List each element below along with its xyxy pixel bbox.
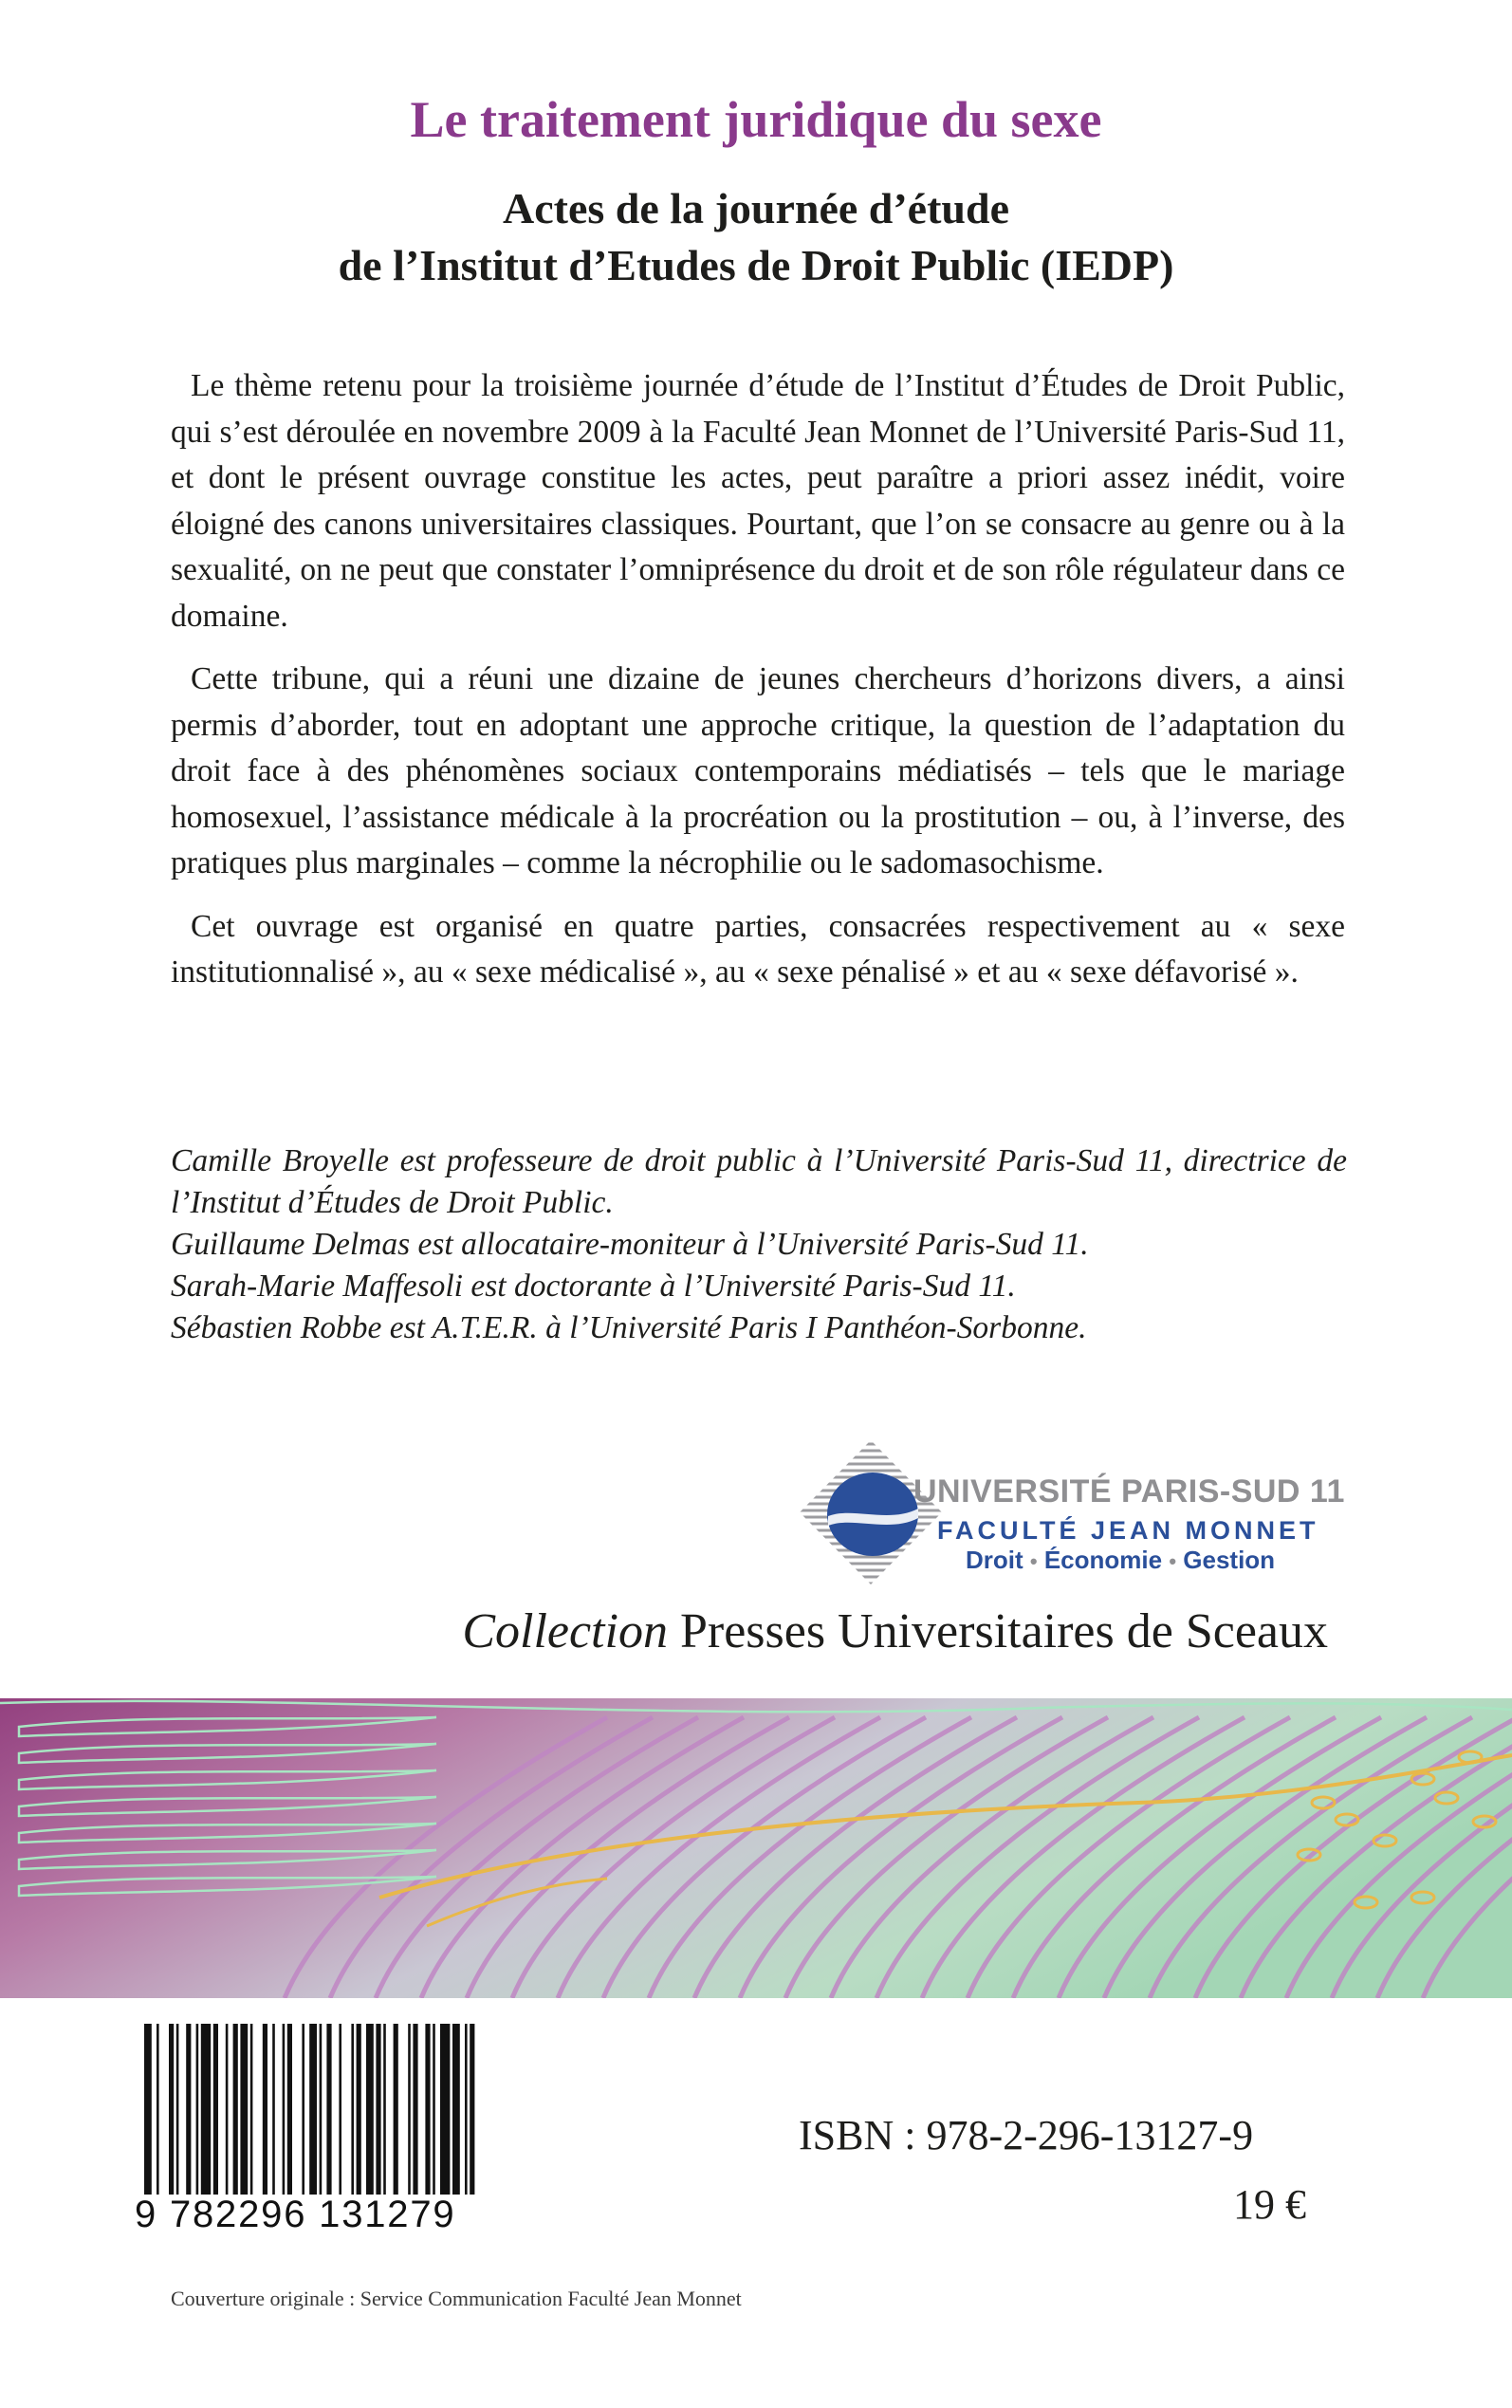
barcode-bar (408, 2024, 411, 2195)
barcode-bar (272, 2024, 275, 2195)
barcode-bar (339, 2024, 341, 2195)
blurb-text (171, 363, 1345, 1013)
barcode (133, 2018, 526, 2201)
barcode-bar (326, 2024, 331, 2195)
isbn-number: ISBN : 978-2-296-13127-9 (799, 2112, 1254, 2158)
barcode-bar (196, 2024, 199, 2195)
barcode-bar (351, 2024, 354, 2195)
barcode-bar (240, 2024, 248, 2195)
barcode-bar (144, 2024, 152, 2195)
author-robbe: Sébastien Robbe est A.T.E.R. à l’Université Paris I Panthéon-Sorbonne. (171, 1310, 1087, 1345)
university-emblem-icon (776, 1440, 966, 1584)
barcode-bar (226, 2024, 229, 2195)
barcode-bar (413, 2024, 417, 2195)
field-separator: • (1029, 1549, 1038, 1573)
barcode-digits: 9 782296 131279 (135, 2194, 456, 2235)
barcode-bar (383, 2024, 386, 2195)
decorative-artwork (0, 1698, 1512, 1998)
barcode-bar (320, 2024, 323, 2195)
barcode-bar (433, 2024, 435, 2195)
collection-label: Collection (462, 1604, 668, 1658)
barcode-bar (366, 2024, 374, 2195)
barcode-bar (394, 2024, 398, 2195)
collection-name: Presses Universitaires de Sceaux (667, 1604, 1328, 1658)
cover-credit: Couverture originale : Service Communication Faculté Jean Monnet (171, 2287, 742, 2310)
field-gestion: Gestion (1183, 1546, 1276, 1574)
book-title: Le traitement juridique du sexe (410, 91, 1102, 148)
barcode-bar (283, 2024, 286, 2195)
barcode-bar (357, 2024, 361, 2195)
field-economie: Économie (1043, 1546, 1163, 1574)
book-subtitle (0, 180, 1512, 294)
author-delmas: Guillaume Delmas est allocataire-moniteur à l’Université Paris-Sud 11. (171, 1227, 1089, 1262)
faculty-name: FACULTÉ JEAN MONNET (937, 1516, 1319, 1545)
barcode-bar (176, 2024, 179, 2195)
authors-list (171, 1140, 1347, 1349)
barcode-bar (302, 2024, 304, 2195)
barcode-bar (233, 2024, 238, 2195)
barcode-bar (186, 2024, 191, 2195)
barcode-bar (169, 2024, 174, 2195)
artwork-background (0, 1698, 1512, 1998)
barcode-bar (376, 2024, 380, 2195)
barcode-bar (425, 2024, 430, 2195)
price: 19 € (1233, 2181, 1306, 2228)
blurb-paragraph-3: Cet ouvrage est organisé en quatre parties, consacrées respectivement au « sexe institutionnalisé », au « sexe médicalisé », au « sexe pénalisé » et au « sexe défavorisé ». (171, 908, 1345, 990)
barcode-bar (213, 2024, 218, 2195)
author-broyelle: Camille Broyelle est professeure de droit public à l’Université Paris-Sud 11, directrice de l’Institut d’Études de Droit Public. (171, 1143, 1347, 1220)
subtitle-line-2: de l’Institut d’Etudes de Droit Public (IEDP) (338, 241, 1174, 289)
barcode-bar (465, 2024, 468, 2195)
barcode-bar (201, 2024, 211, 2195)
field-droit: Droit (966, 1546, 1023, 1574)
faculty-fields (966, 1546, 1275, 1575)
blurb-paragraph-1: Le thème retenu pour la troisième journée d’étude de l’Institut d’Études de Droit Public, qui s’est déroulée en novembre 2009 à la Faculté Jean Monnet de l’Université Paris-Sud 11, et dont le présent ouvrage constitue les actes, peut paraître a priori assez inédit, voire éloigné des canons universitaires classiques. Pourtant, que l’on se consacre au genre ou à la sexualité, on ne peut que constater l’omniprésence du droit et de son rôle régulateur dans ce domaine. (171, 368, 1345, 634)
barcode-bar (309, 2024, 317, 2195)
barcode-bar (287, 2024, 292, 2195)
subtitle-line-1: Actes de la journée d’étude (502, 184, 1009, 232)
barcode-bar (250, 2024, 253, 2195)
barcode-bar (263, 2024, 267, 2195)
university-name: UNIVERSITÉ PARIS-SUD 11 (913, 1473, 1345, 1510)
field-separator: • (1169, 1549, 1177, 1573)
blurb-paragraph-2: Cette tribune, qui a réuni une dizaine de jeunes chercheurs d’horizons divers, a ainsi permis d’aborder, tout en adoptant une approche critique, la question de l’adaptation du droit face à des phénomènes sociaux contemporains médiatisés – tels que le mariage homosexuel, l’assistance médicale à la procréation ou la prostitution – ou, à l’inverse, des pratiques plus marginales – comme la nécrophilie ou le sadomasochisme. (171, 661, 1345, 880)
barcode-bar (452, 2024, 460, 2195)
author-maffesoli: Sarah-Marie Maffesoli est doctorante à l’Université Paris-Sud 11. (171, 1269, 1016, 1304)
barcode-bar (440, 2024, 450, 2195)
barcode-bar (470, 2024, 474, 2195)
barcode-bar (157, 2024, 159, 2195)
collection-line (0, 1603, 1328, 1659)
